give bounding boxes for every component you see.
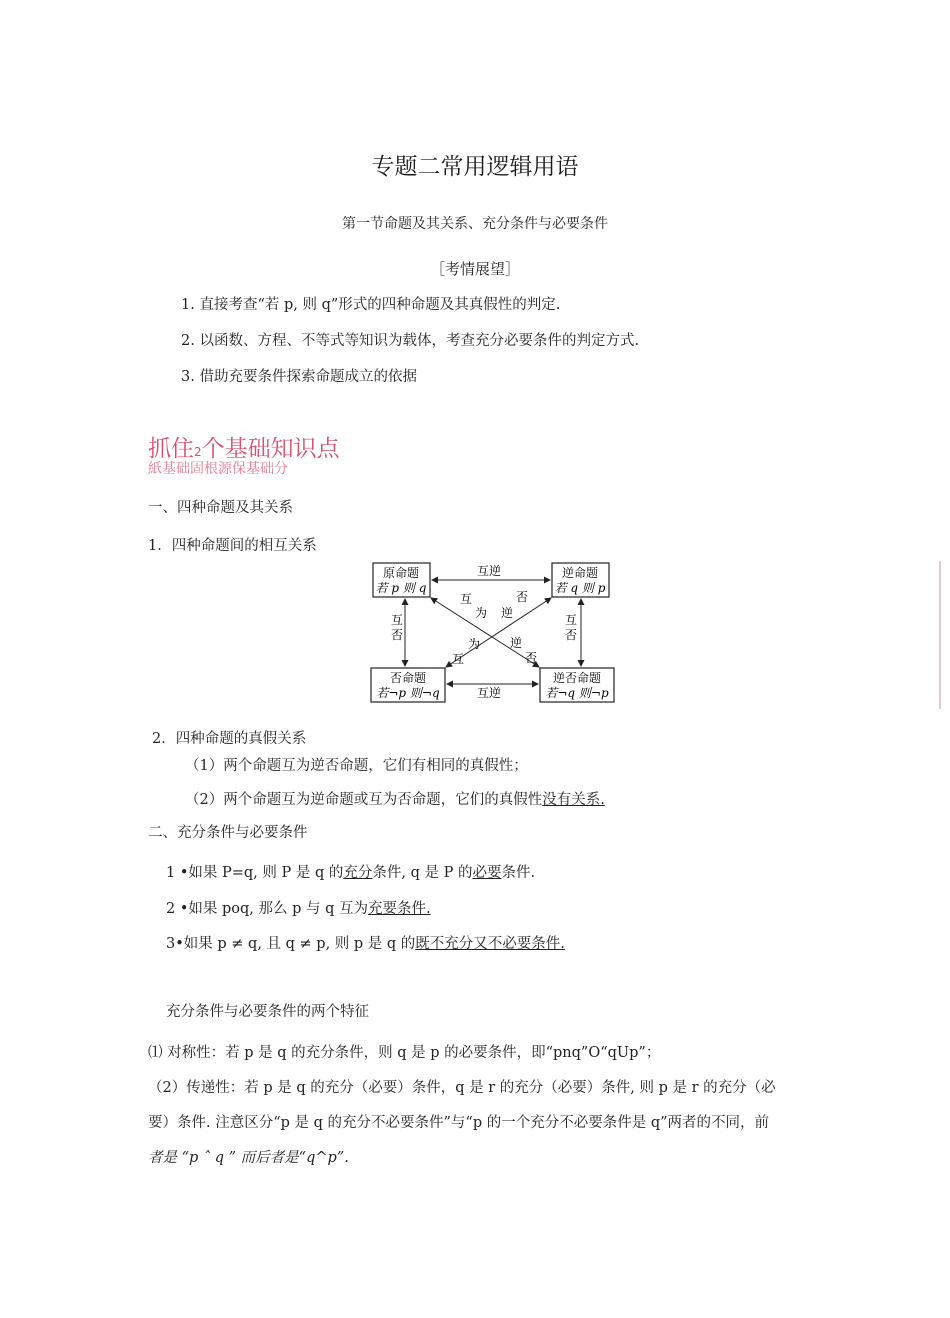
label-right-1: 互 (564, 613, 578, 627)
condition-item: 2 •如果 poq, 那么 p 与 q 互为充要条件. (166, 901, 431, 917)
outlook-item: 2. 以函数、方程、不等式等知识为载体，考查充分必要条件的判定方式. (181, 333, 640, 349)
box-inverse-name: 否命题 (389, 671, 427, 685)
label-top: 互逆 (476, 564, 502, 578)
section-subtitle: 第一节命题及其关系、充分条件与必要条件 (342, 216, 608, 232)
feature-transitivity-line3: 者是 “p ˆ q ” 而后者是“q^p”. (148, 1150, 349, 1166)
label-diag-lower-1: 为 (467, 637, 481, 651)
features-heading: 充分条件与必要条件的两个特征 (166, 1004, 369, 1020)
label-diag-upper-2: 为 (474, 606, 488, 620)
label-right-2: 否 (564, 628, 578, 642)
outlook-item: 1. 直接考查“若 p, 则 q”形式的四种命题及其真假性的判定. (181, 297, 561, 313)
outlook-item: 3. 借助充要条件探索命题成立的依据 (181, 369, 417, 385)
truth-rule: （1）两个命题互为逆否命题，它们有相同的真假性； (185, 758, 528, 774)
box-contrapositive-form: 若¬q 则¬p (545, 686, 609, 700)
label-left-1: 互 (390, 613, 404, 627)
feature-transitivity-line2: 要）条件. 注意区分“p 是 q 的充分不必要条件”与“p 的一个充分不必要条件是 q”两者的不同，前 (148, 1115, 770, 1131)
box-original-name: 原命题 (382, 566, 420, 580)
box-contrapositive-name: 逆否命题 (552, 671, 602, 685)
section2-heading: 二、充分条件与必要条件 (148, 825, 308, 841)
label-diag-upper-4: 否 (515, 590, 529, 604)
section1-sub1: 1．四种命题间的相互关系 (148, 538, 317, 554)
box-converse-form: 若 q 则 p (554, 581, 606, 595)
feature-symmetry: ⑴ 对称性：若 p 是 q 的充分条件，则 q 是 p 的必要条件，即“pnq”O“qUp”； (148, 1045, 661, 1061)
box-inverse-form: 若¬p 则¬q (376, 686, 440, 700)
outlook-heading: ［考情展望］ (429, 260, 520, 278)
condition-item: 3•如果 p ≠ q, 且 q ≠ p, 则 p 是 q 的既不充分又不必要条件. (166, 936, 565, 952)
label-diag-lower-3: 逆 (509, 636, 523, 650)
label-diag-upper-3: 逆 (500, 606, 514, 620)
page-title: 专题二常用逻辑用语 (371, 154, 579, 180)
label-bottom: 互逆 (476, 686, 502, 700)
box-original-form: 若 p 则 q (375, 581, 427, 595)
knowledge-banner-subtitle: 紙基础固根源保基础分 (148, 461, 288, 477)
feature-transitivity-line1: （2）传递性：若 p 是 q 的充分（必要）条件，q 是 r 的充分（必要）条件, 则 p 是 r 的充分（必 (148, 1080, 776, 1096)
section1-sub2: 2．四种命题的真假关系 (152, 731, 307, 747)
section1-heading: 一、四种命题及其关系 (148, 500, 293, 516)
label-diag-lower-4: 否 (524, 651, 538, 665)
knowledge-banner-title: 抓住2个基础知识点 (148, 436, 340, 462)
four-propositions-diagram (365, 558, 623, 706)
truth-rule: （2）两个命题互为逆命题或互为否命题，它们的真假性没有关系. (185, 792, 605, 808)
label-diag-upper-1: 互 (459, 592, 473, 606)
condition-item: 1 •如果 P=q, 则 P 是 q 的充分条件, q 是 P 的必要条件. (166, 865, 536, 881)
label-diag-lower-2: 互 (451, 652, 465, 666)
box-converse-name: 逆命题 (561, 566, 599, 580)
margin-line (939, 561, 941, 709)
label-left-2: 否 (390, 628, 404, 642)
